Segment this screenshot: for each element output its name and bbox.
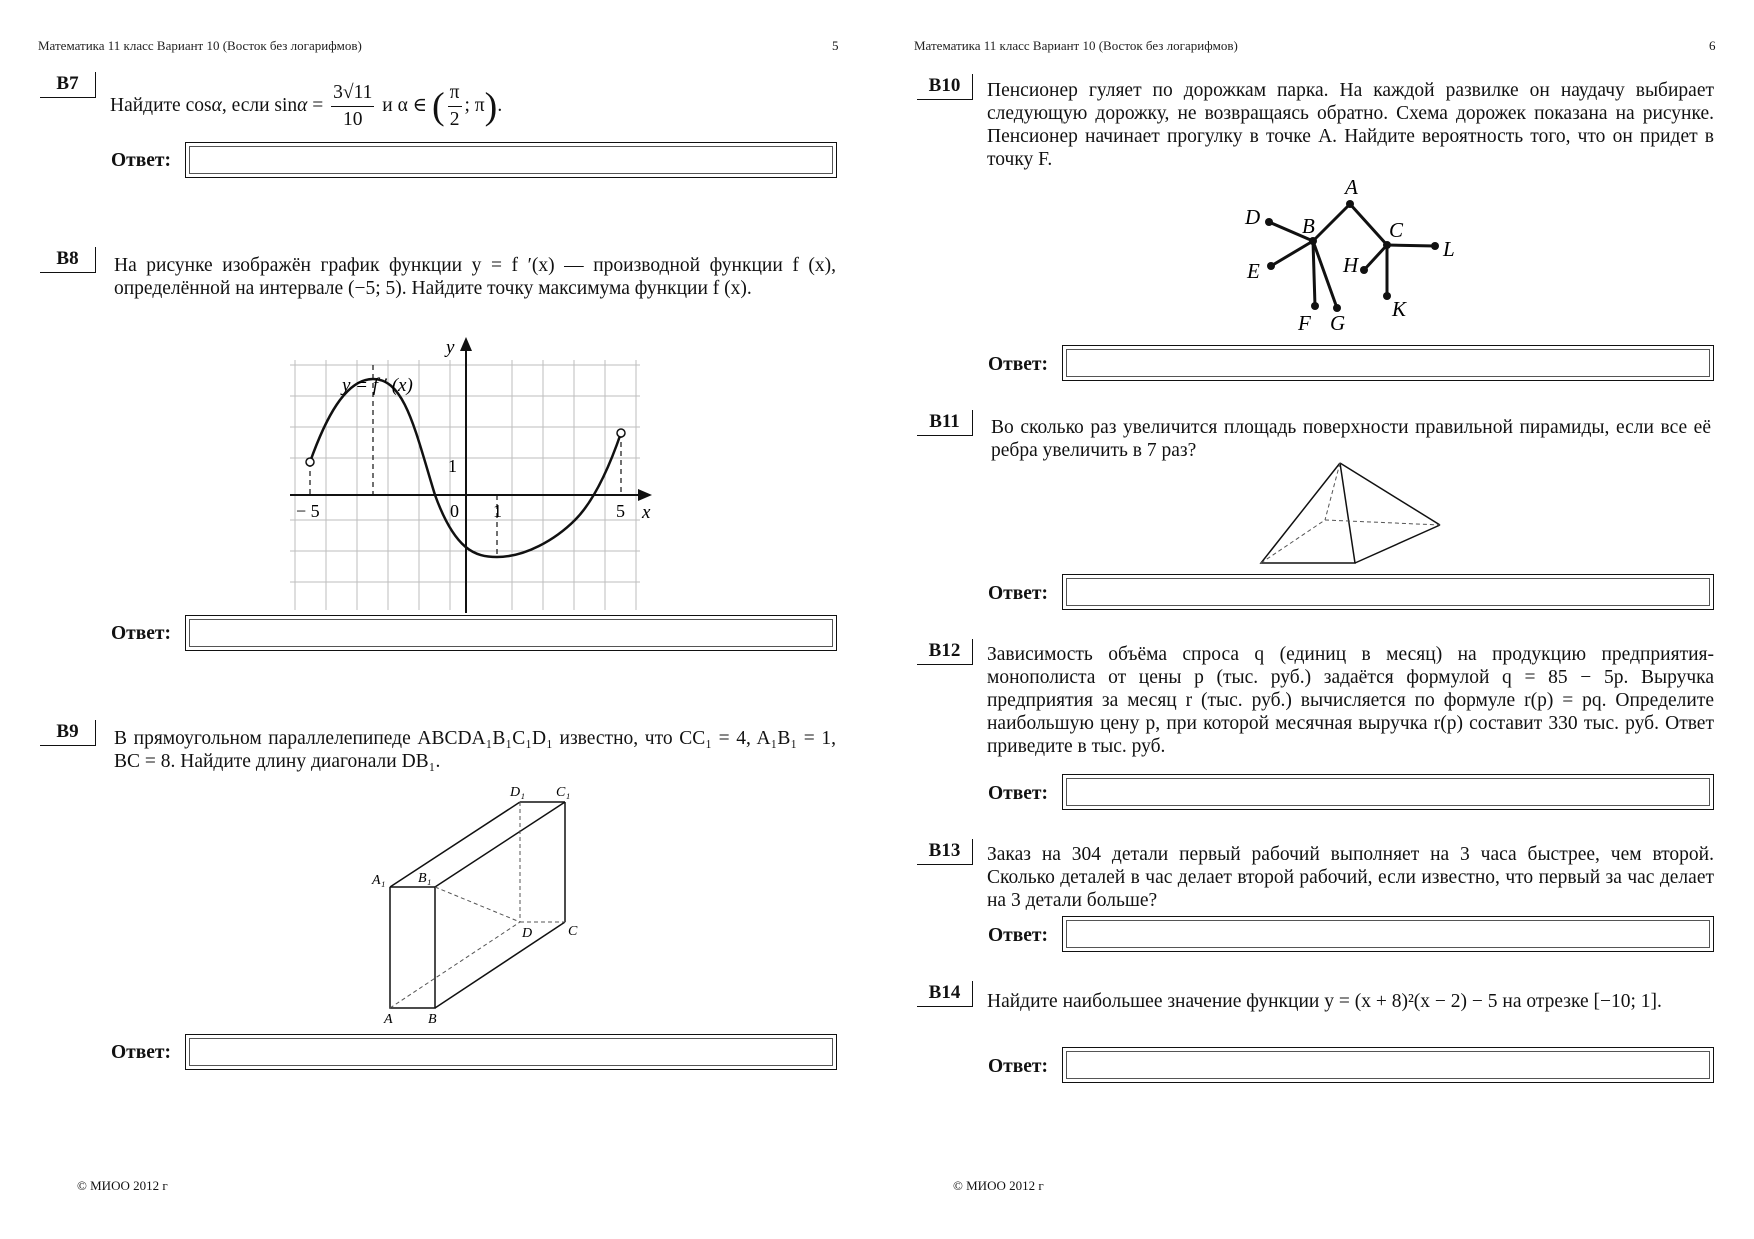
tick-label-0: 0 — [450, 501, 459, 521]
node-label-l: L — [1443, 237, 1455, 261]
answer-label-b9: Ответ: — [111, 1042, 172, 1063]
node-label-g: G — [1330, 311, 1346, 335]
open-endpoint-left — [306, 458, 314, 466]
question-label-b7: B7 — [40, 72, 96, 98]
question-text-b13: Заказ на 304 детали первый рабочий выполняет на 3 часа быстрее, чем второй. Сколько деталей в час делает второй рабочий, если известно, что первый за час делает на 3 детали больше? — [987, 844, 1714, 911]
page-footer: © МИОО 2012 г — [953, 1178, 1044, 1193]
answer-field-b8[interactable] — [185, 615, 837, 651]
question-text-b11: Во сколько раз увеличится площадь поверхности правильной пирамиды, если все её ребра увеличить в 7 раз? — [991, 417, 1711, 461]
vertex-label-d1: D₁ — [510, 785, 525, 800]
y-axis-label: y — [446, 337, 455, 358]
derivative-graph — [280, 335, 660, 615]
node-label-k: K — [1392, 297, 1407, 321]
page-header: Математика 11 класс Вариант 10 (Восток без логарифмов) — [914, 38, 1238, 53]
page-number: 6 — [1709, 38, 1716, 53]
answer-label-b13: Ответ: — [988, 925, 1049, 946]
parallelepiped-hidden-edges — [390, 802, 565, 1008]
answer-field-b14[interactable] — [1062, 1047, 1714, 1083]
node-label-f: F — [1298, 311, 1311, 335]
answer-label-b10: Ответ: — [988, 354, 1049, 375]
vertex-label-b1: B₁ — [418, 871, 432, 886]
parallelepiped-edges — [390, 802, 565, 1008]
park-paths-diagram — [1217, 178, 1457, 338]
question-label-b8: B8 — [40, 247, 96, 273]
question-text-b12: Зависимость объёма спроса q (единиц в месяц) на продукцию предприятия-монополиста от цены p (тыс. руб.) задаётся формулой q = 85 − 5p. Выручка предприятия за месяц r (тыс. руб.) вычисляется по формуле r(p) = pq. Определите наибольшую цену p, при которой месячная выручка r(p) составит 330 тыс. руб. Ответ приведите в тыс. руб. — [987, 644, 1714, 757]
vertex-label-c1: C₁ — [556, 785, 571, 800]
pyramid-hidden-edges — [1261, 463, 1440, 563]
open-endpoint-right — [617, 429, 625, 437]
question-text-b7: Найдите cosα, если sinα = $\frac{3√11}{10}$ и α ∈ ( $\frac{\pi}{2}$ ; π). — [110, 80, 810, 133]
vertex-label-c: C — [568, 924, 578, 939]
vertex-label-d: D — [522, 926, 533, 941]
pyramid-edges — [1261, 463, 1440, 563]
answer-field-b9[interactable] — [185, 1034, 837, 1070]
question-label-b14: B14 — [917, 981, 973, 1007]
vertex-label-a1: A₁ — [372, 873, 386, 888]
question-label-b13: B13 — [917, 839, 973, 865]
answer-label-b14: Ответ: — [988, 1056, 1049, 1077]
node-label-a: A — [1345, 178, 1358, 199]
node-label-b: B — [1302, 214, 1315, 238]
node-label-d: D — [1245, 205, 1261, 229]
parallelepiped-figure — [360, 780, 590, 1025]
x-axis-arrow — [638, 489, 652, 501]
question-label-b9: B9 — [40, 720, 96, 746]
question-text-b14: Найдите наибольшее значение функции y = (x + 8)²(x − 2) − 5 на отрезке [−10; 1]. — [987, 991, 1662, 1012]
fraction-3sqrt11-over-10: $\frac{3√11}{10}$ — [333, 82, 373, 130]
tick-label-1: 1 — [493, 501, 502, 521]
node-label-h: H — [1343, 253, 1359, 277]
x-axis-label: x — [642, 502, 651, 523]
answer-label-b11: Ответ: — [988, 583, 1049, 604]
fraction-pi-over-2: $\frac{\pi}{2}$ — [449, 82, 460, 130]
answer-field-b10[interactable] — [1062, 345, 1714, 381]
page-header: Математика 11 класс Вариант 10 (Восток без логарифмов) — [38, 38, 362, 53]
question-label-b11: B11 — [917, 410, 973, 436]
node-label-c: C — [1389, 218, 1404, 242]
page-number: 5 — [832, 38, 839, 53]
question-text-b8: На рисунке изображён график функции y = f ′(x) — производной функции f (x), определённой на интервале (−5; 5). Найдите точку максимума функции f (x). — [114, 255, 836, 299]
answer-label-b7: Ответ: — [111, 150, 172, 171]
answer-field-b11[interactable] — [1062, 574, 1714, 610]
question-label-b12: B12 — [917, 639, 973, 665]
answer-field-b7[interactable] — [185, 142, 837, 178]
answer-field-b12[interactable] — [1062, 774, 1714, 810]
page-footer: © МИОО 2012 г — [77, 1178, 168, 1193]
tick-label-minus5: − 5 — [296, 501, 320, 521]
right-page — [877, 0, 1754, 1239]
answer-label-b12: Ответ: — [988, 783, 1049, 804]
vertex-label-a: A — [384, 1012, 393, 1025]
tick-label-5: 5 — [616, 501, 625, 521]
tick-label-y1: 1 — [448, 456, 457, 476]
curve-label: y = f ′ (x) — [342, 375, 413, 396]
y-axis-arrow — [460, 337, 472, 351]
answer-label-b8: Ответ: — [111, 623, 172, 644]
node-label-e: E — [1247, 259, 1260, 283]
answer-field-b13[interactable] — [1062, 916, 1714, 952]
vertex-label-b: B — [428, 1012, 437, 1025]
question-label-b10: B10 — [917, 74, 973, 100]
question-text-b10: Пенсионер гуляет по дорожкам парка. На каждой развилке он наудачу выбирает следующую дорожку, не возвращаясь обратно. Схема дорожек показана на рисунке. Пенсионер начинает прогулку в точке A. Найдите вероятность того, что он придет в точку F. — [987, 80, 1714, 170]
question-text-b9: В прямоугольном параллелепипеде ABCDA₁B₁C₁D₁ известно, что CC₁ = 4, A₁B₁ = 1, BC = 8. Найдите длину диагонали DB₁. — [114, 728, 836, 772]
pyramid-figure — [1257, 458, 1457, 568]
